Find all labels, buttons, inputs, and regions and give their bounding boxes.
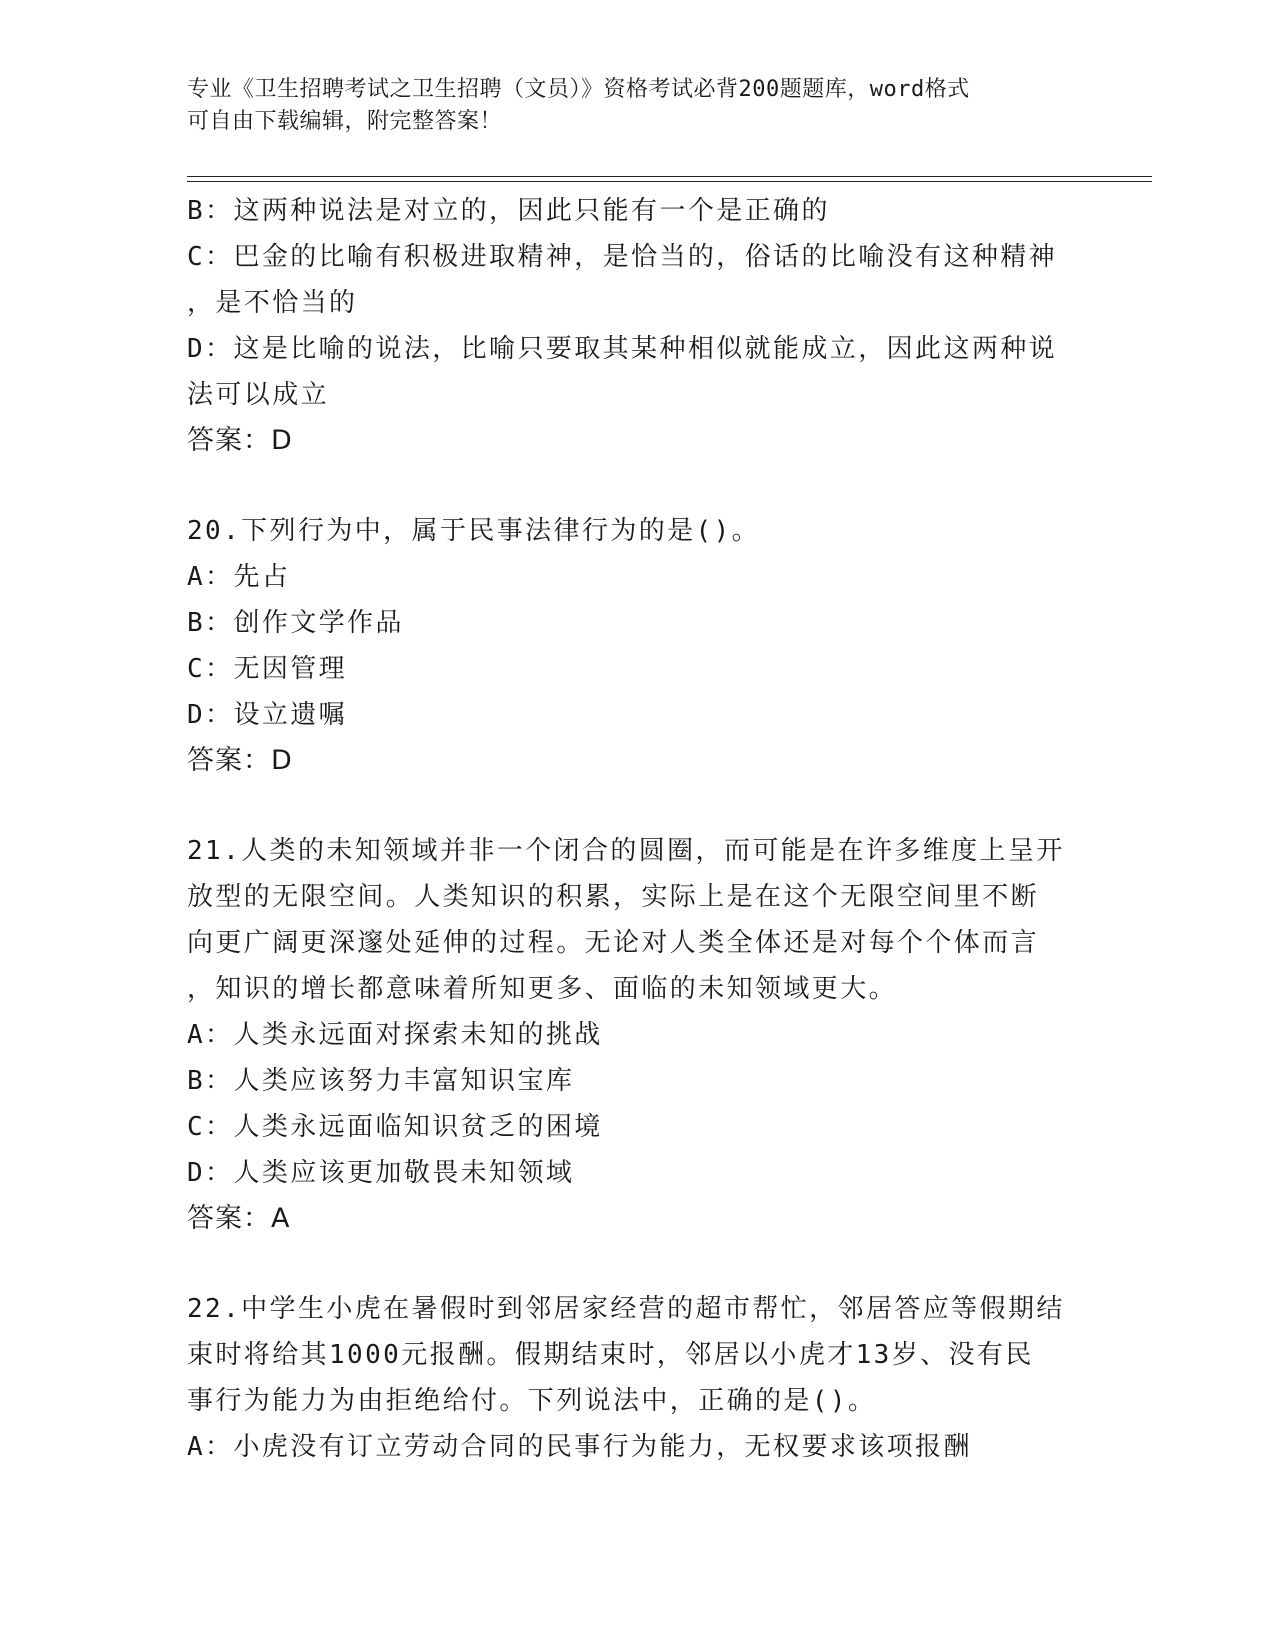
answer: 答案：D	[187, 425, 293, 456]
question-21	[187, 828, 1087, 1242]
answer: 答案：D	[187, 745, 293, 776]
question-stem-continued: 向更广阔更深邃处延伸的过程。无论对人类全体还是对每个个体而言	[187, 928, 1040, 958]
header-divider-bottom	[187, 181, 1152, 182]
option-d: D：设立遗嘱	[187, 700, 348, 730]
question-stem: 22.中学生小虎在暑假时到邻居家经营的超市帮忙，邻居答应等假期结	[187, 1294, 1065, 1324]
question-stem: 21.人类的未知领域并非一个闭合的圆圈，而可能是在许多维度上呈开	[187, 836, 1065, 866]
option-c-continued: ，是不恰当的	[187, 288, 358, 318]
option-a: A：人类永远面对探索未知的挑战	[187, 1020, 603, 1050]
option-c: C：巴金的比喻有积极进取精神，是恰当的，俗话的比喻没有这种精神	[187, 242, 1058, 272]
option-b: B：人类应该努力丰富知识宝库	[187, 1066, 575, 1096]
option-c: C：无因管理	[187, 654, 348, 684]
spacer	[187, 784, 1087, 828]
question-list	[187, 188, 1087, 1470]
header-title-line-1: 专业《卫生招聘考试之卫生招聘（文员）》资格考试必背200题题库，word格式	[187, 77, 970, 102]
question-stem: 20.下列行为中，属于民事法律行为的是()。	[187, 516, 761, 546]
header-title-line-2: 可自由下载编辑，附完整答案！	[187, 109, 503, 134]
header-divider-top	[187, 176, 1152, 177]
option-d-continued: 法可以成立	[187, 380, 330, 410]
question-stem-continued: 事行为能力为由拒绝给付。下列说法中，正确的是()。	[187, 1386, 877, 1416]
question-stem-continued: 放型的无限空间。人类知识的积累，实际上是在这个无限空间里不断	[187, 882, 1040, 912]
question-22	[187, 1286, 1087, 1470]
option-d: D：人类应该更加敬畏未知领域	[187, 1158, 575, 1188]
option-d: D：这是比喻的说法，比喻只要取其某种相似就能成立，因此这两种说	[187, 334, 1058, 364]
answer: 答案：A	[187, 1203, 291, 1234]
option-a: A：小虎没有订立劳动合同的民事行为能力，无权要求该项报酬	[187, 1432, 972, 1462]
question-stem-continued: 束时将给其1000元报酬。假期结束时，邻居以小虎才13岁、没有民	[187, 1340, 1034, 1370]
spacer	[187, 464, 1087, 508]
option-c: C：人类永远面临知识贫乏的困境	[187, 1112, 603, 1142]
option-b: B：这两种说法是对立的，因此只能有一个是正确的	[187, 196, 830, 226]
question-stem-continued: ，知识的增长都意味着所知更多、面临的未知领域更大。	[187, 974, 898, 1004]
option-b: B：创作文学作品	[187, 608, 404, 638]
document-header	[187, 74, 1067, 138]
question-19-continued	[187, 188, 1087, 464]
question-20	[187, 508, 1087, 784]
option-a: A：先占	[187, 562, 291, 592]
spacer	[187, 1242, 1087, 1286]
